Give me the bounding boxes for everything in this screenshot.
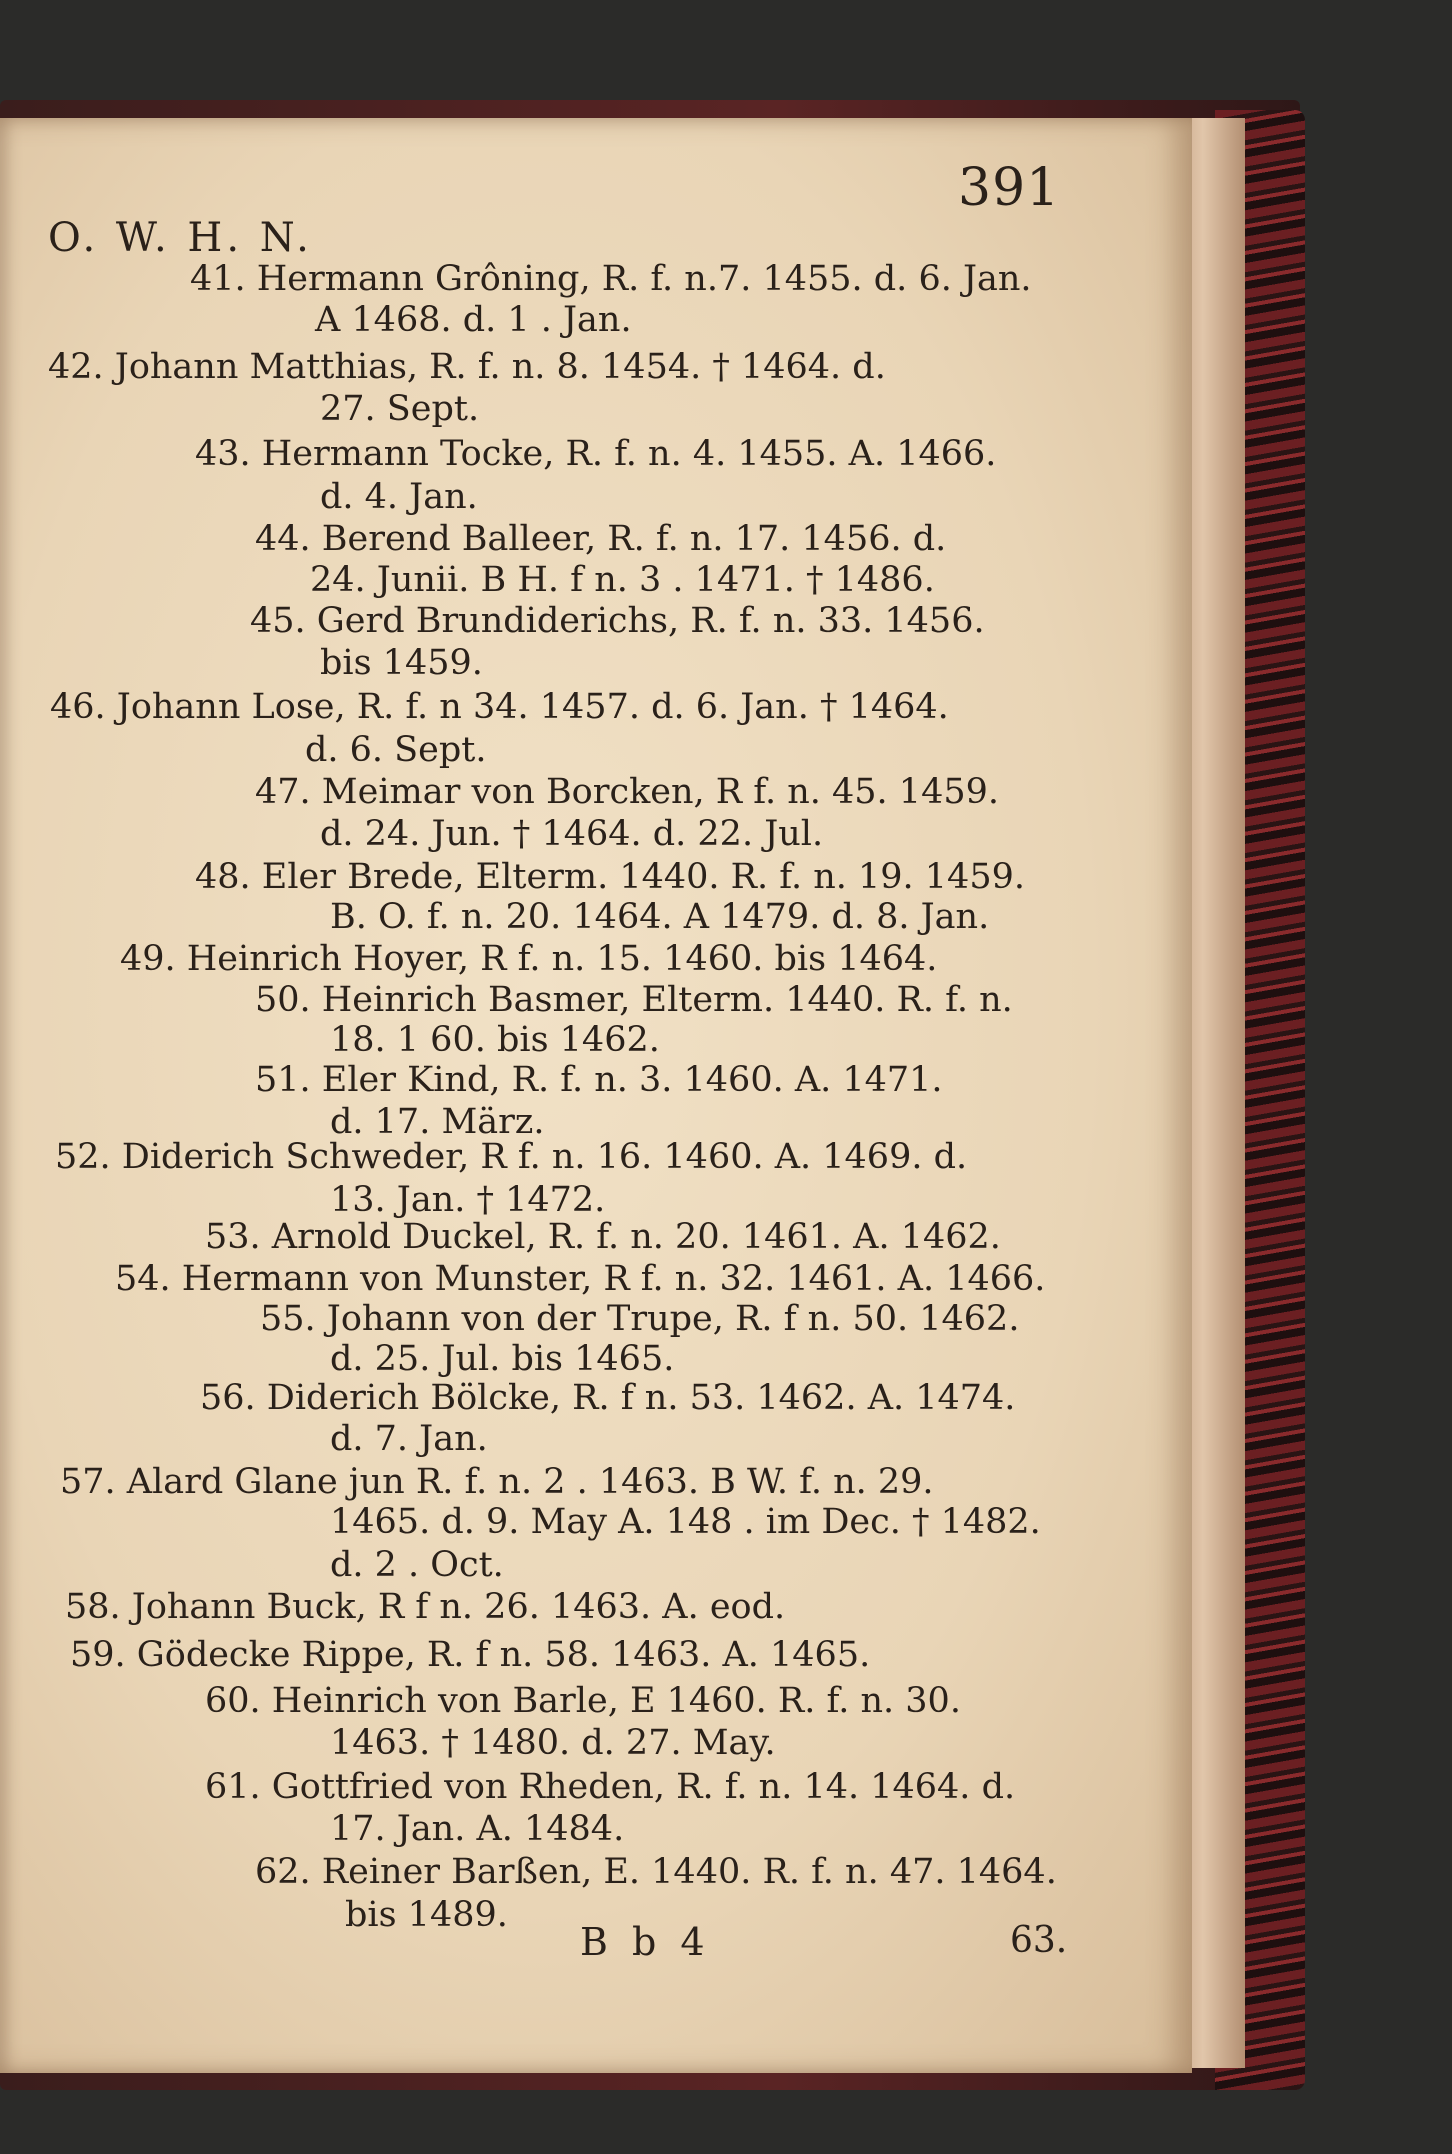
entry-continuation-line: 1463. † 1480. d. 27. May. (330, 1723, 776, 1763)
entry-continuation-line: bis 1459. (320, 643, 483, 683)
entry-continuation-line: d. 24. Jun. † 1464. d. 22. Jul. (320, 814, 824, 854)
entry-line: 41. Hermann Grôning, R. f. n.7. 1455. d. 6. Jan. (190, 259, 1032, 299)
entry-continuation-line: bis 1489. (345, 1895, 508, 1935)
entry-line: 58. Johann Buck, R f n. 26. 1463. A. eod. (65, 1587, 786, 1627)
entry-line: 44. Berend Balleer, R. f. n. 17. 1456. d. (255, 519, 947, 559)
signature-mark: B b 4 (580, 1920, 711, 1964)
entry-continuation-line: d. 2 . Oct. (330, 1545, 504, 1585)
entry-line: 59. Gödecke Rippe, R. f n. 58. 1463. A. 1465. (70, 1635, 871, 1675)
entry-continuation-line: A 1468. d. 1 . Jan. (315, 300, 632, 340)
entry-continuation-line: d. 6. Sept. (305, 730, 487, 770)
entry-continuation-line: 13. Jan. † 1472. (330, 1180, 606, 1220)
entry-line: 54. Hermann von Munster, R f. n. 32. 1461. A. 1466. (115, 1259, 1046, 1299)
entry-line: 50. Heinrich Basmer, Elterm. 1440. R. f. n. (255, 980, 1013, 1020)
entry-line: 55. Johann von der Trupe, R. f n. 50. 1462. (260, 1299, 1020, 1339)
entry-line: 49. Heinrich Hoyer, R f. n. 15. 1460. bis 1464. (120, 939, 938, 979)
entry-continuation-line: d. 7. Jan. (330, 1419, 488, 1459)
entry-line: 57. Alard Glane jun R. f. n. 2 . 1463. B W. f. n. 29. (60, 1462, 934, 1502)
entry-line: 62. Reiner Barßen, E. 1440. R. f. n. 47. 1464. (255, 1852, 1057, 1892)
entry-line: 45. Gerd Brundiderichs, R. f. n. 33. 1456. (250, 601, 985, 641)
entry-continuation-line: 17. Jan. A. 1484. (330, 1809, 625, 1849)
entry-continuation-line: B. O. f. n. 20. 1464. A 1479. d. 8. Jan. (330, 897, 990, 937)
entry-line: 46. Johann Lose, R. f. n 34. 1457. d. 6. Jan. † 1464. (50, 687, 949, 727)
entry-line: 56. Diderich Bölcke, R. f n. 53. 1462. A. 1474. (200, 1378, 1016, 1418)
entry-continuation-line: 18. 1 60. bis 1462. (330, 1020, 660, 1060)
catchword: 63. (1010, 1920, 1068, 1961)
entry-line: 47. Meimar von Borcken, R f. n. 45. 1459. (255, 772, 1000, 812)
entry-line: 53. Arnold Duckel, R. f. n. 20. 1461. A. 1462. (205, 1217, 1001, 1257)
entry-line: 48. Eler Brede, Elterm. 1440. R. f. n. 19. 1459. (195, 857, 1025, 897)
entry-continuation-line: d. 25. Jul. bis 1465. (330, 1339, 675, 1379)
entry-continuation-line: d. 17. März. (330, 1102, 545, 1142)
entry-line: 42. Johann Matthias, R. f. n. 8. 1454. † 1464. d. (48, 347, 886, 387)
entry-line: 43. Hermann Tocke, R. f. n. 4. 1455. A. 1466. (195, 434, 997, 474)
entry-line: 52. Diderich Schweder, R f. n. 16. 1460. A. 1469. d. (55, 1137, 968, 1177)
entry-continuation-line: 27. Sept. (320, 389, 480, 429)
page-number: 391 (958, 158, 1061, 218)
section-header: O. W. H. N. (48, 215, 313, 261)
entry-line: 60. Heinrich von Barle, E 1460. R. f. n. 30. (205, 1681, 961, 1721)
entry-line: 61. Gottfried von Rheden, R. f. n. 14. 1464. d. (205, 1767, 1016, 1807)
entry-continuation-line: 24. Junii. B H. f n. 3 . 1471. † 1486. (310, 560, 935, 600)
entry-line: 51. Eler Kind, R. f. n. 3. 1460. A. 1471. (255, 1060, 943, 1100)
entry-continuation-line: 1465. d. 9. May A. 148 . im Dec. † 1482. (330, 1502, 1041, 1542)
entry-continuation-line: d. 4. Jan. (320, 477, 478, 517)
